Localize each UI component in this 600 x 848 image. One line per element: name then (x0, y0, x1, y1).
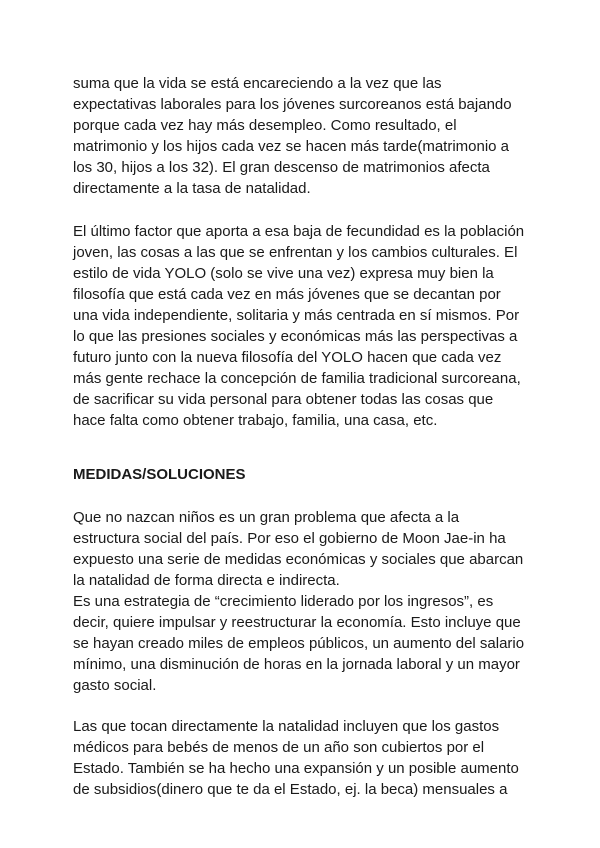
text-line: decir, quiere impulsar y reestructurar la economía. Esto incluye que (73, 614, 521, 631)
paragraph-spacer (73, 696, 535, 716)
section-spacer (73, 431, 535, 464)
text-line: una vida independiente, solitaria y más centrada en sí mismos. Por (73, 307, 520, 324)
text-line: expuesto una serie de medidas económicas y sociales que abarcan (73, 551, 524, 568)
paragraph-economy-marriage (73, 73, 535, 199)
document-page (73, 73, 535, 800)
text-line: de sacrificar su vida personal para obtener todas las cosas que (73, 391, 494, 408)
text-line: médicos para bebés de menos de un año son cubiertos por el (73, 739, 485, 756)
text-line: la natalidad de forma directa e indirecta. (73, 572, 340, 589)
text-line: filosofía que está cada vez en más jóvenes que se decantan por (73, 286, 501, 303)
paragraph-direct-natality (73, 716, 535, 800)
text-line: estilo de vida YOLO (solo se vive una vez) expresa muy bien la (73, 265, 494, 282)
text-line: los 30, hijos a los 32). El gran descenso de matrimonios afecta (73, 159, 490, 176)
paragraph-income-strategy (73, 591, 535, 696)
text-line: más gente rechace la concepción de familia tradicional surcoreana, (73, 370, 521, 387)
text-line: lo que las presiones sociales y económicas más las perspectivas a (73, 328, 518, 345)
text-line: Estado. También se ha hecho una expansión y un posible aumento (73, 760, 519, 777)
text-line: Que no nazcan niños es un gran problema que afecta a la (73, 509, 460, 526)
text-line: matrimonio y los hijos cada vez se hacen más tarde(matrimonio a (73, 138, 510, 155)
text-line: hace falta como obtener trabajo, familia, una casa, etc. (73, 412, 438, 429)
text-line: estructura social del país. Por eso el gobierno de Moon Jae-in ha (73, 530, 506, 547)
paragraph-yolo-culture (73, 221, 535, 431)
text-line: directamente a la tasa de natalidad. (73, 180, 311, 197)
section-heading: MEDIDAS/SOLUCIONES (73, 466, 246, 483)
paragraph-spacer (73, 199, 535, 221)
text-line: mínimo, una disminución de horas en la jornada laboral y un mayor (73, 656, 520, 673)
paragraph-spacer (73, 485, 535, 507)
text-line: futuro junto con la nueva filosofía del YOLO hacen que cada vez (73, 349, 502, 366)
text-line: expectativas laborales para los jóvenes surcoreanos está bajando (73, 96, 512, 113)
text-line: joven, las cosas a las que se enfrentan y los cambios culturales. El (73, 244, 518, 261)
text-line: Es una estrategia de “crecimiento liderado por los ingresos”, es (73, 593, 494, 610)
text-line: se hayan creado miles de empleos públicos, un aumento del salario (73, 635, 525, 652)
text-line: gasto social. (73, 677, 157, 694)
text-line: porque cada vez hay más desempleo. Como resultado, el (73, 117, 457, 134)
paragraph-government-measures (73, 507, 535, 591)
text-line: de subsidios(dinero que te da el Estado, ej. la beca) mensuales a (73, 781, 508, 798)
text-line: Las que tocan directamente la natalidad incluyen que los gastos (73, 718, 500, 735)
text-line: suma que la vida se está encareciendo a la vez que las (73, 75, 442, 92)
text-line: El último factor que aporta a esa baja de fecundidad es la población (73, 223, 525, 240)
